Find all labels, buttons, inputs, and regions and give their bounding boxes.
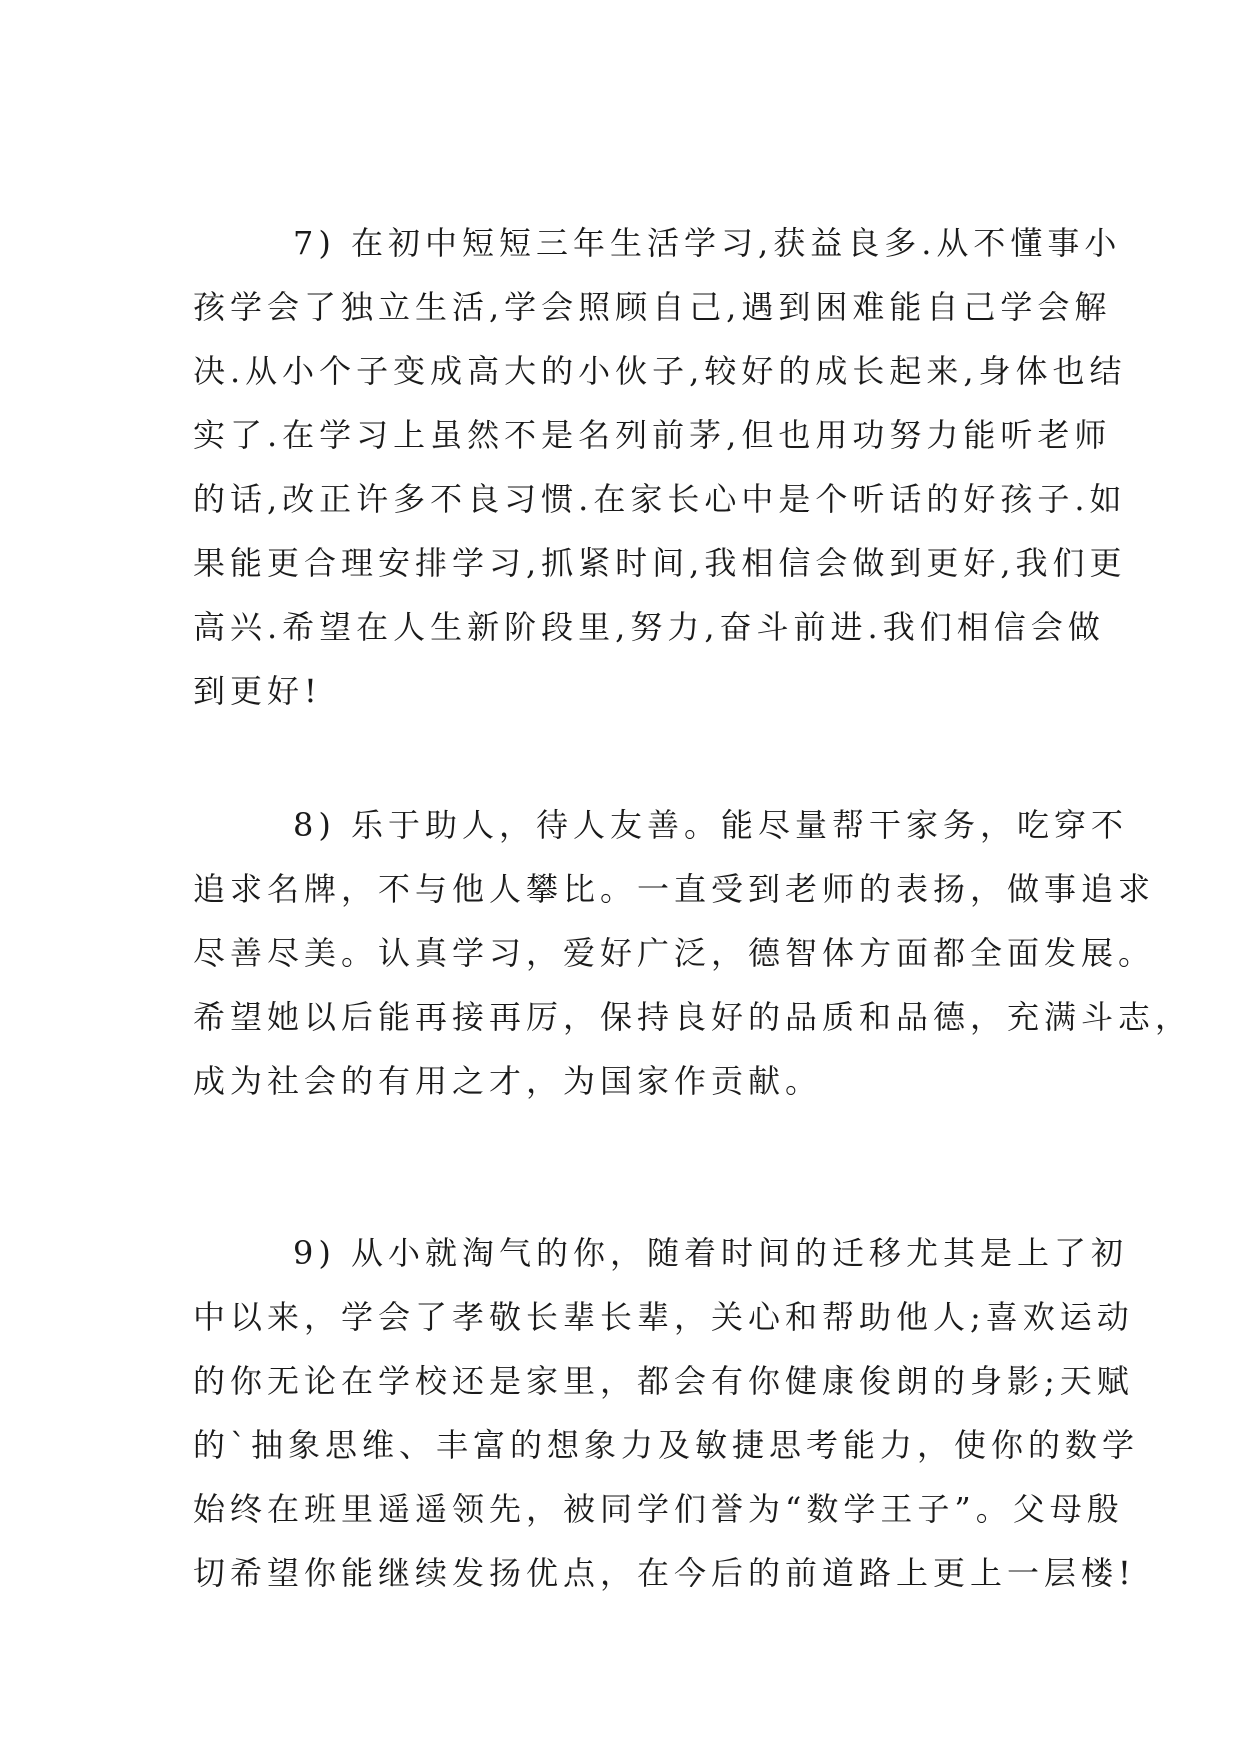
text-line: 的话,改正许多不良习惯.在家长心中是个听话的好孩子.如 <box>193 480 1127 518</box>
text-line: 尽善尽美。认真学习，爱好广泛，德智体方面都全面发展。 <box>193 934 1156 972</box>
text-line: 8) 乐于助人，待人友善。能尽量帮干家务，吃穿不 <box>293 806 1129 844</box>
text-line: 切希望你能继续发扬优点，在今后的前道路上更上一层楼! <box>193 1554 1136 1592</box>
paragraph-9 <box>193 1221 1140 1605</box>
paragraph-7 <box>193 211 1127 723</box>
text-line: 高兴.希望在人生新阶段里,努力,奋斗前进.我们相信会做 <box>193 608 1105 646</box>
text-line: 的`抽象思维、丰富的想象力及敏捷思考能力，使你的数学 <box>193 1426 1140 1464</box>
text-line: 始终在班里遥遥领先，被同学们誉为“数学王子”。父母殷 <box>193 1490 1124 1528</box>
text-line: 9) 从小就淘气的你，随着时间的迁移尤其是上了初 <box>293 1234 1129 1272</box>
text-line: 决.从小个子变成高大的小伙子,较好的成长起来,身体也结 <box>193 352 1127 390</box>
text-line: 孩学会了独立生活,学会照顾自己,遇到困难能自己学会解 <box>193 288 1112 326</box>
paragraph-8 <box>193 793 1193 1113</box>
text-line: 中以来，学会了孝敬长辈长辈，关心和帮助他人;喜欢运动 <box>193 1298 1134 1336</box>
text-line: 果能更合理安排学习,抓紧时间,我相信会做到更好,我们更 <box>193 544 1127 582</box>
text-line: 7) 在初中短短三年生活学习,获益良多.从不懂事小 <box>293 224 1122 262</box>
text-line: 的你无论在学校还是家里，都会有你健康俊朗的身影;天赋 <box>193 1362 1134 1400</box>
text-line: 到更好! <box>193 672 322 710</box>
text-line: 成为社会的有用之才，为国家作贡献。 <box>193 1062 823 1100</box>
text-line: 实了.在学习上虽然不是名列前茅,但也用功努力能听老师 <box>193 416 1112 454</box>
text-line: 追求名牌，不与他人攀比。一直受到老师的表扬，做事追求 <box>193 870 1156 908</box>
text-line: 希望她以后能再接再厉，保持良好的品质和品德，充满斗志， <box>193 998 1193 1036</box>
